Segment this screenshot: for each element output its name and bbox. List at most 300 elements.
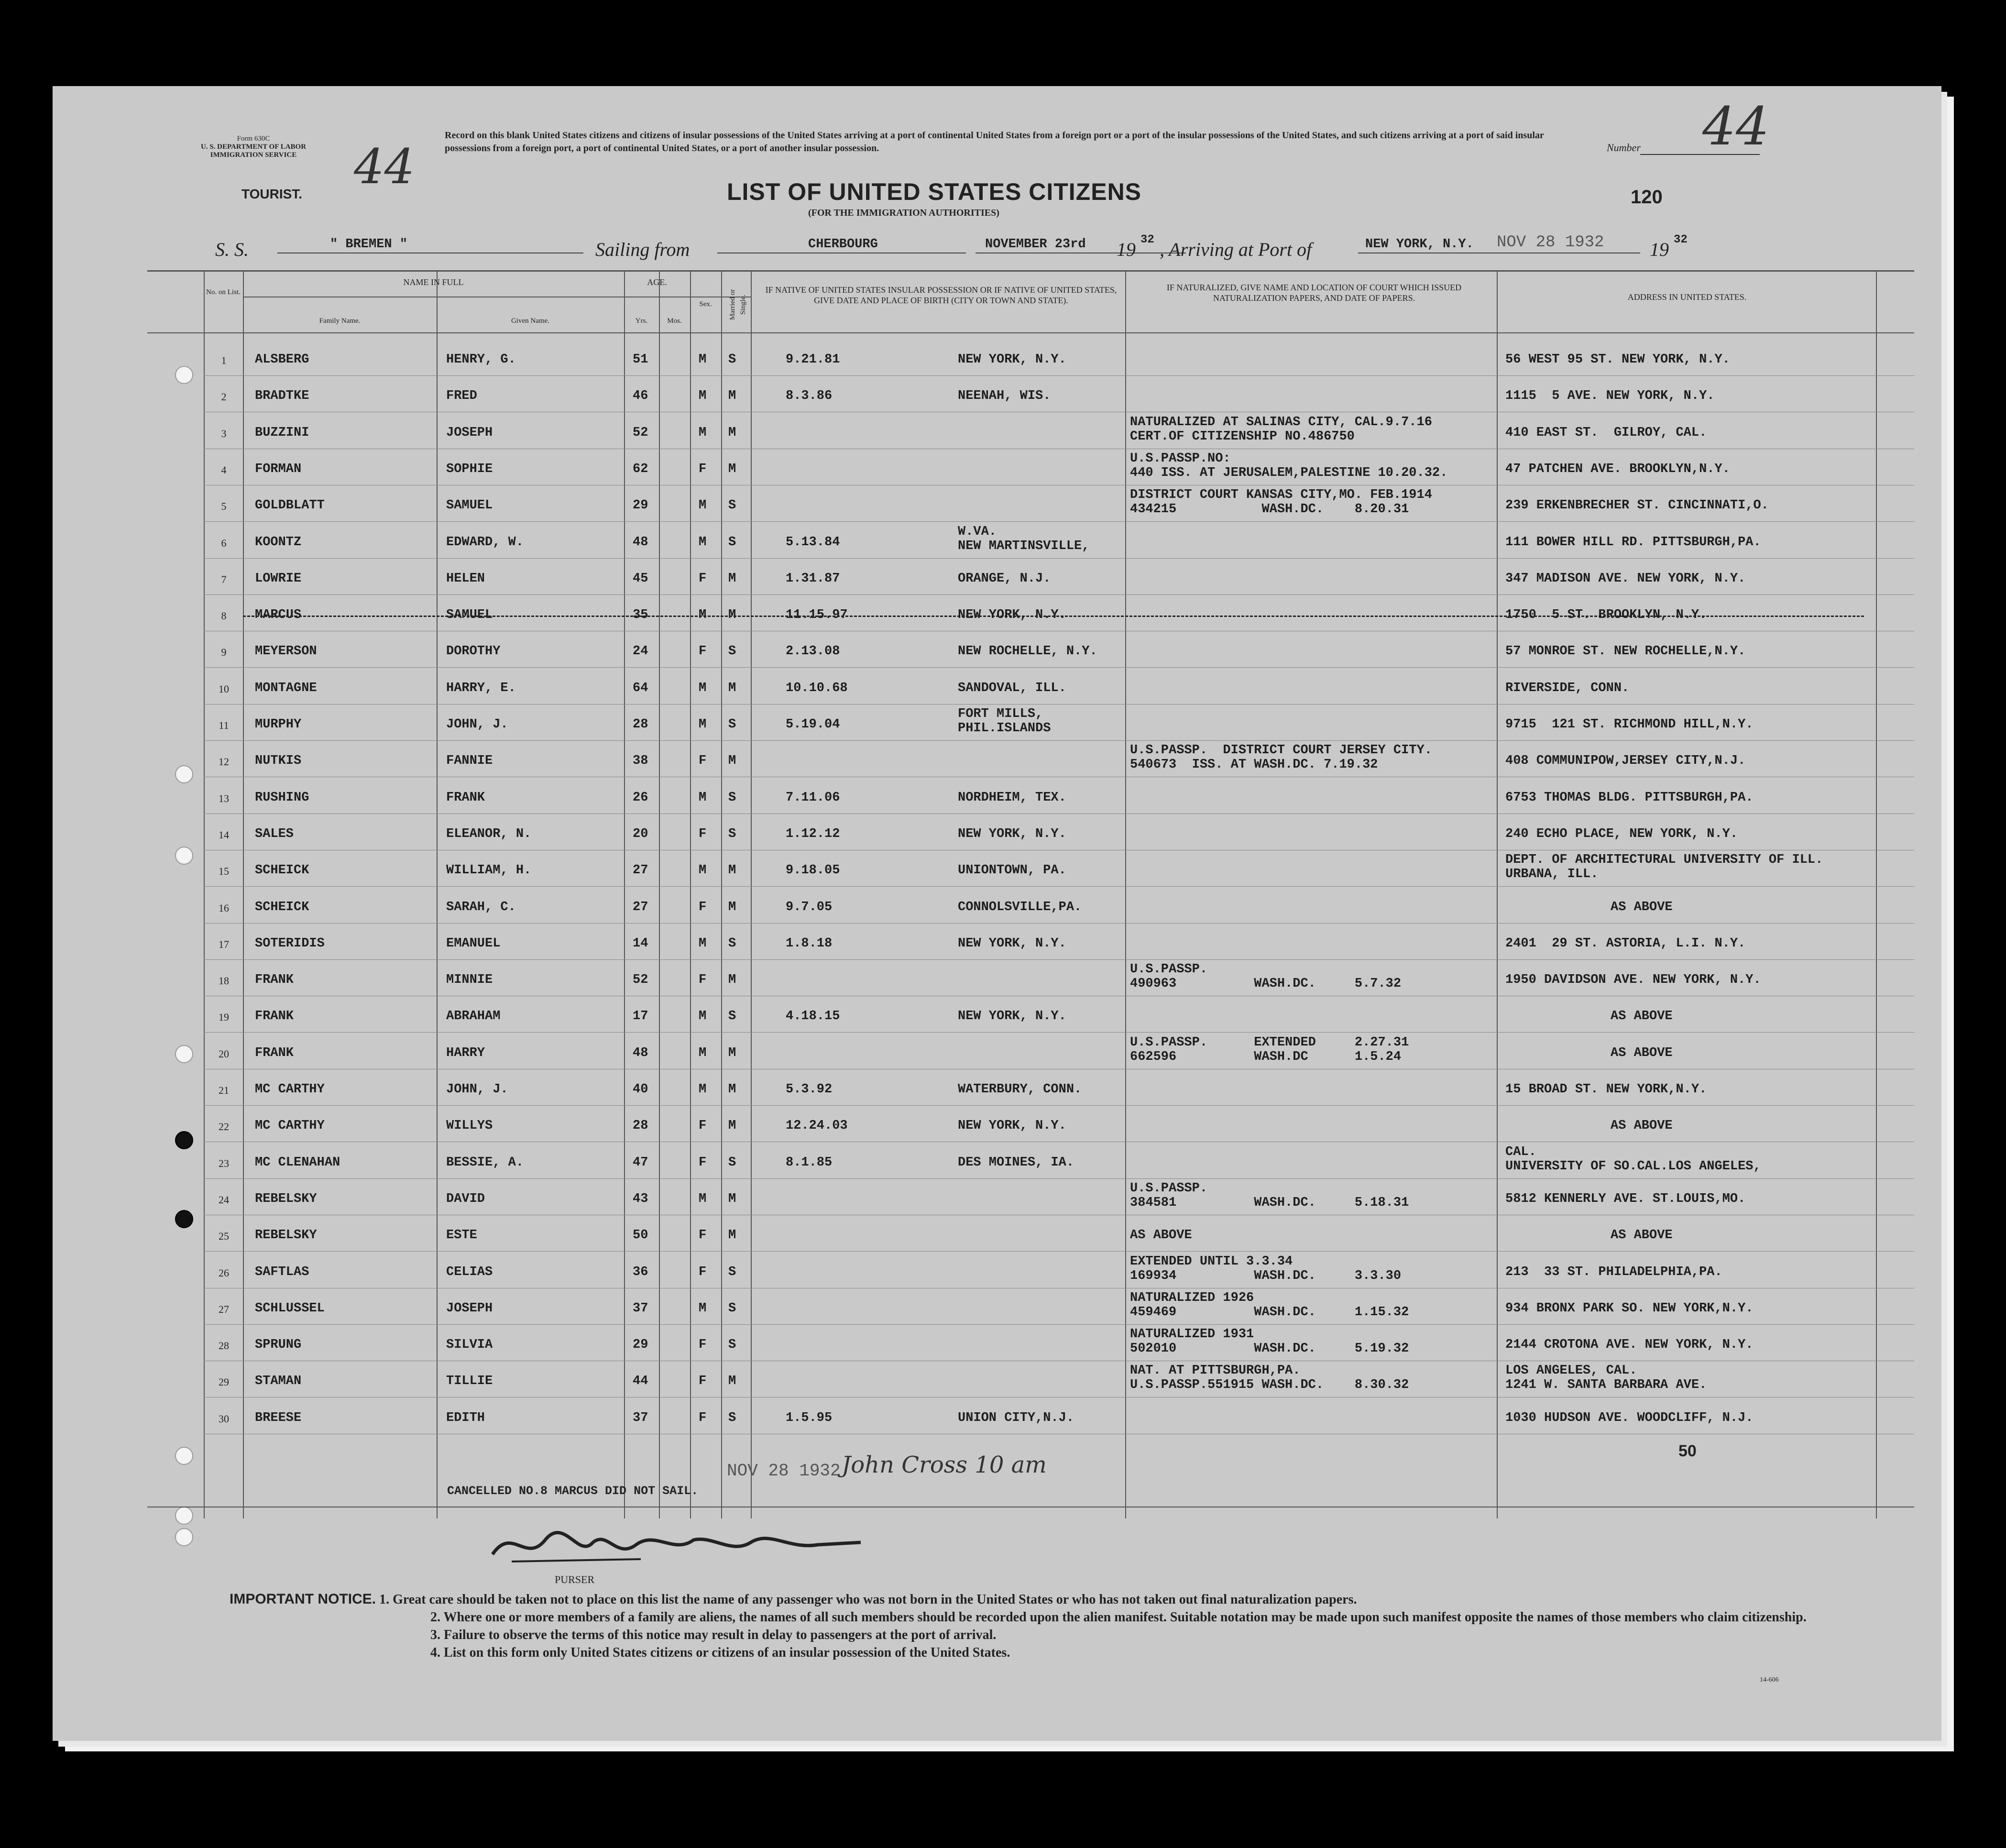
cell-given: WILLIAM, H. bbox=[446, 863, 532, 878]
row-number: 16 bbox=[219, 902, 229, 914]
cell-age: 44 bbox=[633, 1374, 648, 1389]
row-divider bbox=[204, 1178, 1914, 1179]
cell-age: 26 bbox=[633, 790, 648, 805]
purser-label: PURSER bbox=[555, 1573, 595, 1585]
manifest-table bbox=[147, 270, 1914, 1518]
row-number: 8 bbox=[221, 610, 227, 622]
row-number: 20 bbox=[219, 1047, 229, 1060]
cell-given: HARRY bbox=[446, 1045, 485, 1060]
cell-sex: M bbox=[699, 936, 707, 951]
cell-bplace: UNION CITY,N.J. bbox=[958, 1410, 1074, 1425]
cell-nat: NATURALIZED AT SALINAS CITY, CAL.9.7.16 CERT.OF CITIZENSHIP NO.486750 bbox=[1130, 415, 1432, 444]
cell-bdate: 12.24.03 bbox=[786, 1119, 848, 1133]
cell-family: MONTAGNE bbox=[255, 681, 317, 695]
cell-age: 48 bbox=[633, 1045, 648, 1060]
cell-address: AS ABOVE bbox=[1611, 1119, 1673, 1133]
cell-family: FRANK bbox=[255, 973, 294, 988]
row-divider bbox=[204, 667, 1914, 668]
cell-ms: S bbox=[728, 1301, 736, 1316]
class-label: TOURIST. bbox=[241, 187, 303, 201]
page-title: LIST OF UNITED STATES CITIZENS bbox=[727, 178, 1142, 205]
cell-nat: AS ABOVE bbox=[1130, 1228, 1192, 1243]
col-header-name: NAME IN FULL bbox=[403, 277, 464, 287]
cell-sex: M bbox=[699, 608, 707, 623]
row-divider bbox=[204, 1032, 1914, 1033]
cell-age: 46 bbox=[633, 389, 648, 404]
cell-family: SPRUNG bbox=[255, 1338, 302, 1353]
cell-given: SARAH, C. bbox=[446, 900, 516, 914]
cell-ms: M bbox=[728, 863, 736, 878]
cell-sex: M bbox=[699, 1009, 707, 1024]
col-header-sex: Sex. bbox=[699, 300, 712, 308]
cell-family: MC CARTHY bbox=[255, 1119, 325, 1133]
row-divider bbox=[204, 1105, 1914, 1106]
cell-family: STAMAN bbox=[255, 1374, 302, 1389]
cell-ms: M bbox=[728, 1191, 736, 1206]
row-number: 22 bbox=[219, 1121, 229, 1133]
cell-age: 37 bbox=[633, 1410, 648, 1425]
row-number: 19 bbox=[219, 1011, 229, 1023]
form-label: Form 630C U. S. DEPARTMENT OF LABOR IMMIGRATION SERVICE bbox=[201, 135, 307, 159]
form-number: 120 bbox=[1631, 187, 1663, 208]
cell-sex: M bbox=[699, 498, 707, 513]
cell-given: SILVIA bbox=[446, 1338, 493, 1353]
cell-given: DAVID bbox=[446, 1191, 485, 1206]
row-number: 11 bbox=[219, 719, 229, 731]
ship-name: " BREMEN " bbox=[330, 237, 408, 252]
col-divider bbox=[721, 270, 722, 1518]
cell-address: AS ABOVE bbox=[1611, 900, 1673, 914]
cell-age: 14 bbox=[633, 936, 648, 951]
cell-ms: M bbox=[728, 1374, 736, 1389]
cell-sex: M bbox=[699, 1082, 707, 1097]
cell-ms: M bbox=[728, 571, 736, 586]
col-header-married: Married or Single. bbox=[729, 289, 747, 320]
cell-bdate: 9.7.05 bbox=[786, 900, 833, 914]
row-divider bbox=[204, 375, 1914, 376]
cell-sex: F bbox=[699, 900, 707, 914]
cell-sex: M bbox=[699, 863, 707, 878]
row-divider bbox=[204, 594, 1914, 595]
cell-given: EDWARD, W. bbox=[446, 535, 524, 550]
cell-age: 38 bbox=[633, 754, 648, 769]
cell-sex: F bbox=[699, 1155, 707, 1170]
col-divider bbox=[690, 270, 691, 1518]
cell-age: 45 bbox=[633, 571, 648, 586]
cell-bplace: FORT MILLS, PHIL.ISLANDS bbox=[958, 707, 1051, 736]
cell-bplace: SANDOVAL, ILL. bbox=[958, 681, 1066, 695]
cell-family: SCHEICK bbox=[255, 900, 309, 914]
cell-ms: M bbox=[728, 1082, 736, 1097]
col-divider bbox=[204, 270, 205, 1518]
cell-ms: S bbox=[728, 936, 736, 951]
row-divider bbox=[204, 923, 1914, 924]
row-divider bbox=[204, 521, 1914, 522]
sailing-year: 32 bbox=[1140, 233, 1154, 246]
cell-address: 2144 CROTONA AVE. NEW YORK, N.Y. bbox=[1505, 1338, 1754, 1353]
cell-family: SCHEICK bbox=[255, 863, 309, 878]
cell-given: BESSIE, A. bbox=[446, 1155, 524, 1170]
cell-age: 50 bbox=[633, 1228, 648, 1243]
number-label: Number bbox=[1607, 142, 1641, 154]
cell-address: CAL. UNIVERSITY OF SO.CAL.LOS ANGELES, bbox=[1505, 1144, 1761, 1174]
cell-ms: M bbox=[728, 462, 736, 476]
cell-given: EDITH bbox=[446, 1410, 485, 1425]
cell-ms: M bbox=[728, 425, 736, 440]
cell-sex: M bbox=[699, 681, 707, 695]
cell-ms: M bbox=[728, 1228, 736, 1243]
cell-ms: S bbox=[728, 717, 736, 732]
cell-address: 47 PATCHEN AVE. BROOKLYN,N.Y. bbox=[1505, 462, 1730, 476]
row-number: 13 bbox=[219, 792, 229, 804]
received-stamp: NOV 28 1932 bbox=[727, 1461, 841, 1481]
sailing-label: Sailing from bbox=[595, 239, 690, 260]
cell-address: 239 ERKENBRECHER ST. CINCINNATI,O. bbox=[1505, 498, 1769, 513]
row-number: 7 bbox=[221, 573, 227, 585]
row-number: 27 bbox=[219, 1303, 229, 1315]
row-number: 9 bbox=[221, 646, 227, 659]
cell-given: HENRY, G. bbox=[446, 352, 516, 367]
cell-ms: M bbox=[728, 1119, 736, 1133]
cell-ms: M bbox=[728, 608, 736, 623]
cell-address: 2401 29 ST. ASTORIA, L.I. N.Y. bbox=[1505, 936, 1746, 951]
print-code: 14-606 bbox=[1760, 1676, 1779, 1683]
cell-bdate: 2.13.08 bbox=[786, 644, 840, 659]
cell-family: REBELSKY bbox=[255, 1228, 317, 1243]
cell-age: 40 bbox=[633, 1082, 648, 1097]
row-number: 10 bbox=[219, 682, 229, 695]
cell-sex: F bbox=[699, 644, 707, 659]
cell-given: JOHN, J. bbox=[446, 1082, 508, 1097]
cell-given: WILLYS bbox=[446, 1119, 493, 1133]
cell-address: LOS ANGELES, CAL. 1241 W. SANTA BARBARA AVE. bbox=[1505, 1364, 1707, 1393]
cell-address: 15 BROAD ST. NEW YORK,N.Y. bbox=[1505, 1082, 1707, 1097]
row-number: 6 bbox=[221, 537, 227, 549]
cell-age: 29 bbox=[633, 1338, 648, 1353]
cell-bplace: NEW YORK, N.Y. bbox=[958, 608, 1066, 623]
cell-given: HARRY, E. bbox=[446, 681, 516, 695]
cell-sex: M bbox=[699, 1301, 707, 1316]
cell-address: RIVERSIDE, CONN. bbox=[1505, 681, 1630, 695]
cell-bplace: NEW YORK, N.Y. bbox=[958, 1009, 1066, 1024]
cell-address: 111 BOWER HILL RD. PITTSBURGH,PA. bbox=[1505, 535, 1761, 550]
cell-family: MC CLENAHAN bbox=[255, 1155, 340, 1170]
cell-bdate: 1.12.12 bbox=[786, 826, 840, 841]
cell-bdate: 5.3.92 bbox=[786, 1082, 833, 1097]
cell-family: BREESE bbox=[255, 1410, 302, 1425]
cell-family: FRANK bbox=[255, 1045, 294, 1060]
cell-bdate: 5.13.84 bbox=[786, 535, 840, 550]
form-instructions: Record on this blank United States citizens and citizens of insular possessions of the United States arriving at a port of continental United States from a foreign port or a port of the insular possessions of the United States, and such citizens arriving at a port of said insular possessions from a foreign port, a port of continental United States, or a port of another insular possession. bbox=[445, 130, 1544, 154]
row-number: 3 bbox=[221, 427, 227, 440]
cell-address: 347 MADISON AVE. NEW YORK, N.Y. bbox=[1505, 571, 1746, 586]
row-number: 29 bbox=[219, 1376, 229, 1388]
row-divider bbox=[204, 1251, 1914, 1252]
handwritten-sheet-number: 44 bbox=[1702, 96, 1769, 157]
cell-family: MC CARTHY bbox=[255, 1082, 325, 1097]
cell-family: MEYERSON bbox=[255, 644, 317, 659]
col-header-naturalized: IF NATURALIZED, GIVE NAME AND LOCATION OF COURT WHICH ISSUED NATURALIZATION PAPERS, AND DATE OF PAPERS. bbox=[1166, 283, 1462, 303]
cell-sex: F bbox=[699, 571, 707, 586]
cell-family: ALSBERG bbox=[255, 352, 309, 367]
cell-sex: F bbox=[699, 973, 707, 988]
cell-family: GOLDBLATT bbox=[255, 498, 325, 513]
cell-bplace: NEW YORK, N.Y. bbox=[958, 352, 1066, 367]
col-header-address: ADDRESS IN UNITED STATES. bbox=[1627, 292, 1747, 302]
cancelled-note: CANCELLED NO.8 MARCUS DID NOT SAIL. bbox=[447, 1484, 699, 1498]
cell-age: 35 bbox=[633, 608, 648, 623]
cell-family: SCHLUSSEL bbox=[255, 1301, 325, 1316]
cell-given: ELEANOR, N. bbox=[446, 826, 532, 841]
cell-sex: M bbox=[699, 425, 707, 440]
cell-age: 37 bbox=[633, 1301, 648, 1316]
cell-address: 9715 121 ST. RICHMOND HILL,N.Y. bbox=[1505, 717, 1754, 732]
col-divider bbox=[1876, 270, 1877, 1518]
cell-family: SOTERIDIS bbox=[255, 936, 325, 951]
cell-given: HELEN bbox=[446, 571, 485, 586]
cell-nat: NATURALIZED 1926 459469 WASH.DC. 1.15.32 bbox=[1130, 1290, 1409, 1320]
cell-sex: F bbox=[699, 826, 707, 841]
cell-family: MARCUS bbox=[255, 608, 302, 623]
cell-family: SAFTLAS bbox=[255, 1265, 309, 1279]
year-prefix: 19 bbox=[1117, 239, 1136, 260]
cell-bplace: ORANGE, N.J. bbox=[958, 571, 1051, 586]
cell-nat: U.S.PASSP. EXTENDED 2.27.31 662596 WASH.DC 1.5.24 bbox=[1130, 1035, 1409, 1064]
col-divider bbox=[751, 270, 752, 1518]
cell-ms: S bbox=[728, 1265, 736, 1279]
cell-age: 43 bbox=[633, 1191, 648, 1206]
cell-given: SOPHIE bbox=[446, 462, 493, 476]
cell-age: 28 bbox=[633, 1119, 648, 1133]
cell-sex: M bbox=[699, 389, 707, 404]
cell-given: CELIAS bbox=[446, 1265, 493, 1279]
cell-family: KOONTZ bbox=[255, 535, 302, 550]
cell-address: 1750 5 ST. BROOKLYN, N.Y. bbox=[1505, 608, 1707, 623]
row-divider bbox=[204, 740, 1914, 741]
row-number: 30 bbox=[219, 1412, 229, 1425]
cell-bplace: NEW YORK, N.Y. bbox=[958, 826, 1066, 841]
cell-age: 48 bbox=[633, 535, 648, 550]
cell-sex: M bbox=[699, 535, 707, 550]
cell-nat: EXTENDED UNTIL 3.3.34 169934 WASH.DC. 3.3.30 bbox=[1130, 1254, 1402, 1283]
row-divider bbox=[204, 886, 1914, 887]
cell-bdate: 5.19.04 bbox=[786, 717, 840, 732]
cell-ms: M bbox=[728, 389, 736, 404]
cell-bplace: NEW ROCHELLE, N.Y. bbox=[958, 644, 1097, 659]
cell-family: NUTKIS bbox=[255, 754, 302, 769]
punch-hole bbox=[175, 1528, 193, 1546]
cell-family: RUSHING bbox=[255, 790, 309, 805]
cell-given: ABRAHAM bbox=[446, 1009, 501, 1024]
cell-bdate: 1.5.95 bbox=[786, 1410, 833, 1425]
cell-age: 47 bbox=[633, 1155, 648, 1170]
cell-bdate: 11.15.97 bbox=[786, 608, 848, 623]
cell-ms: S bbox=[728, 1155, 736, 1170]
notice-4: 4. List on this form only United States citizens or citizens of an insular possession of the United States. bbox=[430, 1645, 1010, 1660]
cell-age: 17 bbox=[633, 1009, 648, 1024]
cell-address: 213 33 ST. PHILADELPHIA,PA. bbox=[1505, 1265, 1722, 1279]
cell-address: 6753 THOMAS BLDG. PITTSBURGH,PA. bbox=[1505, 790, 1754, 805]
ss-label: S. S. bbox=[215, 239, 249, 260]
header-bottom-border bbox=[147, 332, 1914, 333]
cell-nat: U.S.PASSP. 490963 WASH.DC. 5.7.32 bbox=[1130, 962, 1402, 991]
cell-age: 29 bbox=[633, 498, 648, 513]
cell-age: 62 bbox=[633, 462, 648, 476]
cell-sex: M bbox=[699, 717, 707, 732]
cell-given: SAMUEL bbox=[446, 498, 493, 513]
col-header-mos: Mos. bbox=[667, 317, 682, 325]
cell-given: ESTE bbox=[446, 1228, 477, 1243]
arrival-year: 32 bbox=[1674, 233, 1688, 246]
cell-age: 64 bbox=[633, 681, 648, 695]
cell-address: 1950 DAVIDSON AVE. NEW YORK, N.Y. bbox=[1505, 973, 1761, 988]
cell-bdate: 9.18.05 bbox=[786, 863, 840, 878]
col-header-no: No. on List. bbox=[206, 288, 241, 296]
sailing-date: NOVEMBER 23rd bbox=[985, 237, 1086, 252]
row-number: 25 bbox=[219, 1230, 229, 1243]
cell-age: 28 bbox=[633, 717, 648, 732]
year-prefix-2: 19 bbox=[1650, 239, 1669, 260]
cell-family: REBELSKY bbox=[255, 1191, 317, 1206]
cell-sex: M bbox=[699, 1191, 707, 1206]
row-number: 26 bbox=[219, 1266, 229, 1279]
page-subtitle: (FOR THE IMMIGRATION AUTHORITIES) bbox=[808, 208, 999, 218]
col-header-given: Given Name. bbox=[511, 317, 549, 325]
cell-sex: F bbox=[699, 462, 707, 476]
cell-nat: NATURALIZED 1931 502010 WASH.DC. 5.19.32 bbox=[1130, 1327, 1409, 1356]
cell-sex: F bbox=[699, 1410, 707, 1425]
cell-bdate: 9.21.81 bbox=[786, 352, 840, 367]
cell-family: SALES bbox=[255, 826, 294, 841]
cell-family: FORMAN bbox=[255, 462, 302, 476]
col-divider bbox=[1497, 270, 1498, 1518]
col-header-family: Family Name. bbox=[319, 317, 361, 325]
cell-address: AS ABOVE bbox=[1611, 1228, 1673, 1243]
notice-2: 2. Where one or more members of a family are aliens, the names of all such members should be recorded upon the alien manifest. Suitable notation may be made upon such manifest opposite the names of those members who claim citizenship. bbox=[430, 1610, 1807, 1625]
inspector-note: John Cross 10 am bbox=[842, 1452, 1047, 1478]
cell-address: AS ABOVE bbox=[1611, 1045, 1673, 1060]
cell-bplace: NEW YORK, N.Y. bbox=[958, 1119, 1066, 1133]
cell-bdate: 1.31.87 bbox=[786, 571, 840, 586]
purser-signature bbox=[483, 1521, 875, 1573]
cell-bplace: WATERBURY, CONN. bbox=[958, 1082, 1082, 1097]
cell-bdate: 7.11.06 bbox=[786, 790, 840, 805]
cell-address: 934 BRONX PARK SO. NEW YORK,N.Y. bbox=[1505, 1301, 1754, 1316]
row-number: 4 bbox=[221, 463, 227, 476]
cell-bplace: NORDHEIM, TEX. bbox=[958, 790, 1066, 805]
cell-sex: M bbox=[699, 1045, 707, 1060]
cell-sex: M bbox=[699, 352, 707, 367]
cell-given: TILLIE bbox=[446, 1374, 493, 1389]
cell-family: MURPHY bbox=[255, 717, 302, 732]
cell-ms: S bbox=[728, 1410, 736, 1425]
col-divider bbox=[243, 270, 244, 1518]
row-number: 18 bbox=[219, 975, 229, 987]
cell-given: DOROTHY bbox=[446, 644, 501, 659]
cell-age: 27 bbox=[633, 900, 648, 914]
cell-ms: S bbox=[728, 498, 736, 513]
row-number: 2 bbox=[221, 391, 227, 403]
cell-bdate: 8.1.85 bbox=[786, 1155, 833, 1170]
cell-address: DEPT. OF ARCHITECTURAL UNIVERSITY OF ILL. URBANA, ILL. bbox=[1505, 853, 1823, 882]
cell-given: FRED bbox=[446, 389, 477, 404]
cell-family: LOWRIE bbox=[255, 571, 302, 586]
cell-bdate: 8.3.86 bbox=[786, 389, 833, 404]
cell-address: 1115 5 AVE. NEW YORK, N.Y. bbox=[1505, 389, 1715, 404]
row-number: 14 bbox=[219, 828, 229, 841]
cell-bplace: CONNOLSVILLE,PA. bbox=[958, 900, 1082, 914]
row-number: 12 bbox=[219, 756, 229, 768]
cell-nat: DISTRICT COURT KANSAS CITY,MO. FEB.1914 434215 WASH.DC. 8.20.31 bbox=[1130, 488, 1432, 517]
cell-ms: M bbox=[728, 681, 736, 695]
arrival-stamp: NOV 28 1932 bbox=[1497, 233, 1604, 252]
col-divider bbox=[437, 270, 438, 1518]
cell-age: 20 bbox=[633, 826, 648, 841]
strike-through-line bbox=[243, 616, 1864, 617]
cell-bplace: NEENAH, WIS. bbox=[958, 389, 1051, 404]
notice-title: IMPORTANT NOTICE. bbox=[230, 1591, 376, 1607]
cell-bdate: 1.8.18 bbox=[786, 936, 833, 951]
cell-ms: S bbox=[728, 790, 736, 805]
cell-sex: F bbox=[699, 1265, 707, 1279]
table-top-border bbox=[147, 270, 1914, 272]
cell-ms: S bbox=[728, 826, 736, 841]
row-number: 15 bbox=[219, 865, 229, 878]
cell-address: AS ABOVE bbox=[1611, 1009, 1673, 1024]
row-number: 23 bbox=[219, 1157, 229, 1169]
cell-bdate: 4.18.15 bbox=[786, 1009, 840, 1024]
cell-sex: M bbox=[699, 790, 707, 805]
cell-age: 24 bbox=[633, 644, 648, 659]
cell-sex: F bbox=[699, 1374, 707, 1389]
cell-family: BRADTKE bbox=[255, 389, 309, 404]
important-notice bbox=[230, 1590, 1808, 1661]
cell-address: 240 ECHO PLACE, NEW YORK, N.Y. bbox=[1505, 826, 1738, 841]
col-header-yrs: Yrs. bbox=[635, 317, 648, 325]
cell-bplace: W.VA. NEW MARTINSVILLE, bbox=[958, 524, 1090, 553]
cell-age: 52 bbox=[633, 973, 648, 988]
cell-address: 5812 KENNERLY AVE. ST.LOUIS,MO. bbox=[1505, 1191, 1746, 1206]
cell-given: FANNIE bbox=[446, 754, 493, 769]
cell-family: BUZZINI bbox=[255, 425, 309, 440]
cell-address: 408 COMMUNIPOW,JERSEY CITY,N.J. bbox=[1505, 754, 1746, 769]
cell-ms: S bbox=[728, 535, 736, 550]
cell-bdate: 10.10.68 bbox=[786, 681, 848, 695]
sailing-port: CHERBOURG bbox=[808, 237, 878, 252]
row-number: 17 bbox=[219, 938, 229, 950]
cell-age: 27 bbox=[633, 863, 648, 878]
cell-ms: M bbox=[728, 900, 736, 914]
cell-address: 57 MONROE ST. NEW ROCHELLE,N.Y. bbox=[1505, 644, 1746, 659]
row-divider bbox=[204, 558, 1914, 559]
passenger-count: 50 bbox=[1678, 1442, 1697, 1460]
notice-3: 3. Failure to observe the terms of this notice may result in delay to passengers at the port of arrival. bbox=[430, 1628, 997, 1642]
cell-ms: S bbox=[728, 352, 736, 367]
row-divider bbox=[204, 1324, 1914, 1325]
col-header-age: AGE. bbox=[647, 277, 667, 287]
cell-address: 410 EAST ST. GILROY, CAL. bbox=[1505, 425, 1707, 440]
cell-given: JOSEPH bbox=[446, 425, 493, 440]
cell-bplace: DES MOINES, IA. bbox=[958, 1155, 1074, 1170]
cell-ms: S bbox=[728, 1338, 736, 1353]
cell-address: 1030 HUDSON AVE. WOODCLIFF, N.J. bbox=[1505, 1410, 1754, 1425]
row-divider bbox=[204, 959, 1914, 960]
cell-ms: M bbox=[728, 973, 736, 988]
cell-given: EMANUEL bbox=[446, 936, 501, 951]
col-divider bbox=[659, 270, 660, 1518]
arrival-port: NEW YORK, N.Y. bbox=[1365, 237, 1474, 252]
cell-nat: U.S.PASSP.NO: 440 ISS. AT JERUSALEM,PALESTINE 10.20.32. bbox=[1130, 451, 1448, 480]
